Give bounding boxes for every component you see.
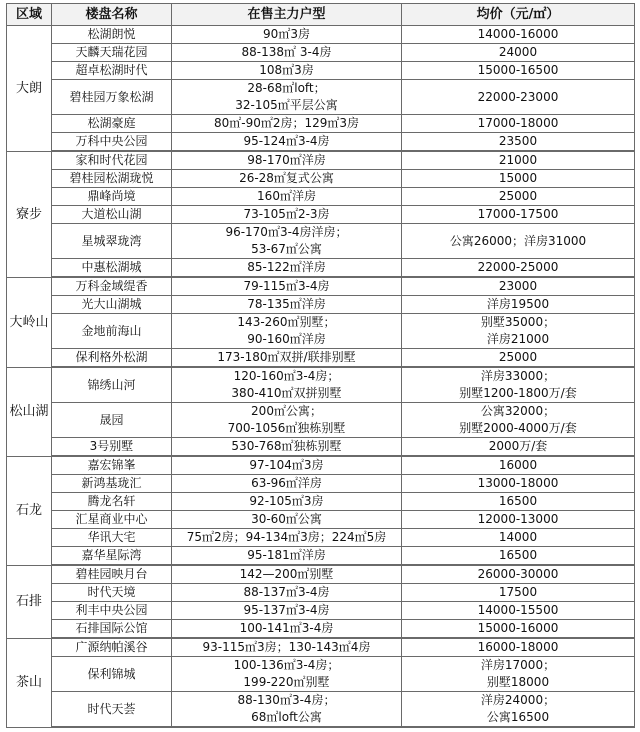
project-name-cell: 新鸿基珑汇 xyxy=(52,475,172,493)
price-line: 23500 xyxy=(498,134,538,148)
project-name-cell: 锦绣山河 xyxy=(52,367,172,403)
price-line: 17000-18000 xyxy=(477,116,559,130)
price-line: 12000-13000 xyxy=(477,512,559,526)
project-name-cell: 华讯大宅 xyxy=(52,529,172,547)
layout-cell xyxy=(172,692,402,728)
header-region: 区域 xyxy=(7,4,52,26)
layout-line: 26-28㎡复式公寓 xyxy=(239,171,334,185)
region-cell: 大岭山 xyxy=(7,277,52,367)
layout-cell xyxy=(172,259,402,278)
table-row xyxy=(7,170,635,188)
layout-line: 85-122㎡洋房 xyxy=(247,260,326,274)
price-cell xyxy=(402,224,635,259)
table-row xyxy=(7,349,635,368)
layout-line: 73-105㎡2-3房 xyxy=(243,207,330,221)
price-cell xyxy=(402,584,635,602)
layout-cell xyxy=(172,188,402,206)
project-name-cell: 碧桂园万象松湖 xyxy=(52,80,172,115)
price-cell xyxy=(402,133,635,152)
project-name-cell: 万科中央公园 xyxy=(52,133,172,152)
layout-cell xyxy=(172,115,402,133)
layout-cell xyxy=(172,456,402,475)
layout-cell xyxy=(172,296,402,314)
layout-line: 90-160㎡洋房 xyxy=(247,332,326,346)
table-row xyxy=(7,259,635,278)
layout-cell xyxy=(172,367,402,403)
layout-cell xyxy=(172,206,402,224)
layout-line: 63-96㎡洋房 xyxy=(251,476,322,490)
table-row xyxy=(7,475,635,493)
layout-line: 68㎡loft公寓 xyxy=(251,710,322,724)
layout-cell xyxy=(172,511,402,529)
layout-cell xyxy=(172,657,402,692)
region-cell: 松山湖 xyxy=(7,367,52,456)
price-line: 2000万/套 xyxy=(488,439,548,453)
layout-cell xyxy=(172,529,402,547)
table-row xyxy=(7,493,635,511)
table-row xyxy=(7,206,635,224)
price-line: 21000 xyxy=(498,153,538,167)
price-line: 洋房24000； xyxy=(480,693,556,707)
price-cell xyxy=(402,438,635,457)
project-name-cell: 时代天荟 xyxy=(52,692,172,728)
project-name-cell: 超卓松湖时代 xyxy=(52,62,172,80)
price-line: 别墅18000 xyxy=(486,675,550,689)
table-row xyxy=(7,115,635,133)
layout-line: 32-105㎡平层公寓 xyxy=(235,98,338,112)
price-cell xyxy=(402,44,635,62)
project-name-cell: 石排国际公馆 xyxy=(52,620,172,639)
layout-line: 53-67㎡公寓 xyxy=(251,242,322,256)
layout-line: 100-141㎡3-4房 xyxy=(239,621,334,635)
price-cell xyxy=(402,26,635,44)
project-name-cell: 星城翠珑湾 xyxy=(52,224,172,259)
price-line: 17000-17500 xyxy=(477,207,559,221)
table-row xyxy=(7,529,635,547)
layout-line: 95-124㎡3-4房 xyxy=(243,134,330,148)
table-row xyxy=(7,80,635,115)
price-table xyxy=(6,3,635,728)
layout-line: 143-260㎡别墅； xyxy=(237,315,336,329)
layout-cell xyxy=(172,403,402,438)
region-cell: 茶山 xyxy=(7,638,52,727)
price-cell xyxy=(402,692,635,728)
layout-line: 700-1056㎡独栋别墅 xyxy=(227,421,346,435)
layout-line: 80㎡-90㎡2房；129㎡3房 xyxy=(213,116,360,130)
layout-line: 530-768㎡独栋别墅 xyxy=(231,439,342,453)
project-name-cell: 金地前海山 xyxy=(52,314,172,349)
table-row xyxy=(7,638,635,657)
table-row xyxy=(7,584,635,602)
price-cell xyxy=(402,547,635,566)
project-name-cell: 万科金域缇香 xyxy=(52,277,172,296)
project-name-cell: 碧桂园松湖珑悦 xyxy=(52,170,172,188)
price-line: 别墅1200-1800万/套 xyxy=(459,386,577,400)
header-average-price: 均价（元/㎡） xyxy=(402,4,635,26)
layout-line: 88-138㎡ 3-4房 xyxy=(241,45,332,59)
price-cell xyxy=(402,188,635,206)
table-row xyxy=(7,565,635,584)
price-line: 16500 xyxy=(498,548,538,562)
price-cell xyxy=(402,456,635,475)
price-line: 25000 xyxy=(498,189,538,203)
layout-cell xyxy=(172,565,402,584)
project-name-cell: 松湖豪庭 xyxy=(52,115,172,133)
price-cell xyxy=(402,259,635,278)
price-cell xyxy=(402,403,635,438)
table-row xyxy=(7,547,635,566)
layout-line: 200㎡公寓； xyxy=(251,404,322,418)
header-main-layout: 在售主力户型 xyxy=(172,4,402,26)
layout-line: 108㎡3房 xyxy=(259,63,314,77)
layout-line: 98-170㎡洋房 xyxy=(247,153,326,167)
price-line: 14000-16000 xyxy=(477,27,559,41)
price-line: 22000-25000 xyxy=(477,260,559,274)
table-row xyxy=(7,224,635,259)
price-cell xyxy=(402,296,635,314)
project-name-cell: 碧桂园映月台 xyxy=(52,565,172,584)
price-line: 15000 xyxy=(498,171,538,185)
project-name-cell: 保利格外松湖 xyxy=(52,349,172,368)
region-cell: 寮步 xyxy=(7,151,52,277)
layout-cell xyxy=(172,224,402,259)
project-name-cell: 3号别墅 xyxy=(52,438,172,457)
table-row xyxy=(7,620,635,639)
price-line: 16500 xyxy=(498,494,538,508)
project-name-cell: 松湖朗悦 xyxy=(52,26,172,44)
price-line: 26000-30000 xyxy=(477,567,559,581)
layout-line: 88-137㎡3-4房 xyxy=(243,585,330,599)
layout-cell xyxy=(172,475,402,493)
layout-line: 79-115㎡3-4房 xyxy=(243,279,330,293)
table-row xyxy=(7,403,635,438)
price-cell xyxy=(402,206,635,224)
layout-cell xyxy=(172,151,402,170)
price-line: 洋房17000； xyxy=(480,658,556,672)
project-name-cell: 嘉宏锦峯 xyxy=(52,456,172,475)
price-line: 17500 xyxy=(498,585,538,599)
price-line: 23000 xyxy=(498,279,538,293)
project-name-cell: 广源纳帕溪谷 xyxy=(52,638,172,657)
price-cell xyxy=(402,170,635,188)
table-row xyxy=(7,692,635,728)
layout-line: 92-105㎡3房 xyxy=(249,494,324,508)
region-cell: 石龙 xyxy=(7,456,52,565)
layout-line: 120-160㎡3-4房； xyxy=(233,369,340,383)
project-name-cell: 利丰中央公园 xyxy=(52,602,172,620)
layout-line: 199-220㎡别墅 xyxy=(243,675,330,689)
price-line: 别墅2000-4000万/套 xyxy=(459,421,577,435)
price-cell xyxy=(402,529,635,547)
price-cell xyxy=(402,638,635,657)
price-line: 16000-18000 xyxy=(477,640,559,654)
project-name-cell: 天麟天瑞花园 xyxy=(52,44,172,62)
project-name-cell: 时代天境 xyxy=(52,584,172,602)
layout-cell xyxy=(172,438,402,457)
table-row xyxy=(7,26,635,44)
layout-line: 90㎡3房 xyxy=(263,27,310,41)
price-line: 洋房33000； xyxy=(480,369,556,383)
layout-cell xyxy=(172,277,402,296)
layout-line: 93-115㎡3房；130-143㎡4房 xyxy=(202,640,371,654)
layout-line: 95-137㎡3-4房 xyxy=(243,603,330,617)
layout-line: 380-410㎡双拼别墅 xyxy=(231,386,342,400)
price-line: 公寓16500 xyxy=(486,710,550,724)
table-row xyxy=(7,367,635,403)
project-name-cell: 家和时代花园 xyxy=(52,151,172,170)
project-name-cell: 嘉华星际湾 xyxy=(52,547,172,566)
table-row xyxy=(7,511,635,529)
table-row xyxy=(7,133,635,152)
price-cell xyxy=(402,80,635,115)
layout-line: 142—200㎡别墅 xyxy=(239,567,334,581)
layout-cell xyxy=(172,620,402,639)
layout-cell xyxy=(172,493,402,511)
price-line: 25000 xyxy=(498,350,538,364)
layout-line: 95-181㎡洋房 xyxy=(247,548,326,562)
layout-line: 30-60㎡公寓 xyxy=(251,512,322,526)
table-row xyxy=(7,188,635,206)
project-name-cell: 光大山湖城 xyxy=(52,296,172,314)
layout-cell xyxy=(172,170,402,188)
layout-cell xyxy=(172,547,402,566)
header-row xyxy=(7,4,635,26)
table-row xyxy=(7,314,635,349)
price-line: 24000 xyxy=(498,45,538,59)
layout-cell xyxy=(172,44,402,62)
table-row xyxy=(7,602,635,620)
table-row xyxy=(7,296,635,314)
layout-cell xyxy=(172,26,402,44)
layout-cell xyxy=(172,602,402,620)
price-cell xyxy=(402,314,635,349)
project-name-cell: 保利锦城 xyxy=(52,657,172,692)
price-cell xyxy=(402,115,635,133)
project-name-cell: 汇星商业中心 xyxy=(52,511,172,529)
table-row xyxy=(7,62,635,80)
price-cell xyxy=(402,151,635,170)
price-cell xyxy=(402,349,635,368)
region-cell: 大朗 xyxy=(7,26,52,152)
project-name-cell: 中惠松湖城 xyxy=(52,259,172,278)
layout-cell xyxy=(172,349,402,368)
price-line: 13000-18000 xyxy=(477,476,559,490)
price-line: 16000 xyxy=(498,458,538,472)
price-line: 14000 xyxy=(498,530,538,544)
price-cell xyxy=(402,277,635,296)
price-cell xyxy=(402,475,635,493)
price-cell xyxy=(402,657,635,692)
layout-cell xyxy=(172,80,402,115)
layout-line: 75㎡2房；94-134㎡3房；224㎡5房 xyxy=(186,530,387,544)
table-row xyxy=(7,456,635,475)
price-line: 15000-16000 xyxy=(477,621,559,635)
price-cell xyxy=(402,602,635,620)
project-name-cell: 腾龙名轩 xyxy=(52,493,172,511)
price-line: 洋房21000 xyxy=(486,332,550,346)
table-row xyxy=(7,657,635,692)
price-line: 公寓26000；洋房31000 xyxy=(449,233,587,248)
table-row xyxy=(7,438,635,457)
price-line: 公寓32000； xyxy=(480,404,556,418)
table-row xyxy=(7,151,635,170)
layout-cell xyxy=(172,584,402,602)
project-name-cell: 大道松山湖 xyxy=(52,206,172,224)
price-cell xyxy=(402,367,635,403)
layout-cell xyxy=(172,133,402,152)
price-cell xyxy=(402,62,635,80)
price-cell xyxy=(402,565,635,584)
price-cell xyxy=(402,620,635,639)
project-name-cell: 晟园 xyxy=(52,403,172,438)
layout-cell xyxy=(172,314,402,349)
layout-line: 97-104㎡3房 xyxy=(249,458,324,472)
layout-line: 88-130㎡3-4房； xyxy=(237,693,336,707)
layout-line: 78-135㎡洋房 xyxy=(247,297,326,311)
price-line: 洋房19500 xyxy=(486,297,550,311)
table-row xyxy=(7,277,635,296)
layout-line: 160㎡洋房 xyxy=(257,189,316,203)
layout-line: 100-136㎡3-4房； xyxy=(233,658,340,672)
price-line: 22000-23000 xyxy=(477,89,559,104)
layout-cell xyxy=(172,62,402,80)
price-cell xyxy=(402,493,635,511)
region-cell: 石排 xyxy=(7,565,52,638)
layout-cell xyxy=(172,638,402,657)
price-line: 15000-16500 xyxy=(477,63,559,77)
project-name-cell: 鼎峰尚境 xyxy=(52,188,172,206)
header-project-name: 楼盘名称 xyxy=(52,4,172,26)
table-row xyxy=(7,44,635,62)
layout-line: 96-170㎡3-4房洋房； xyxy=(225,225,348,239)
price-cell xyxy=(402,511,635,529)
layout-line: 28-68㎡loft； xyxy=(247,81,326,95)
layout-line: 173-180㎡双拼/联排别墅 xyxy=(217,350,356,364)
price-line: 别墅35000； xyxy=(480,315,556,329)
price-line: 14000-15500 xyxy=(477,603,559,617)
